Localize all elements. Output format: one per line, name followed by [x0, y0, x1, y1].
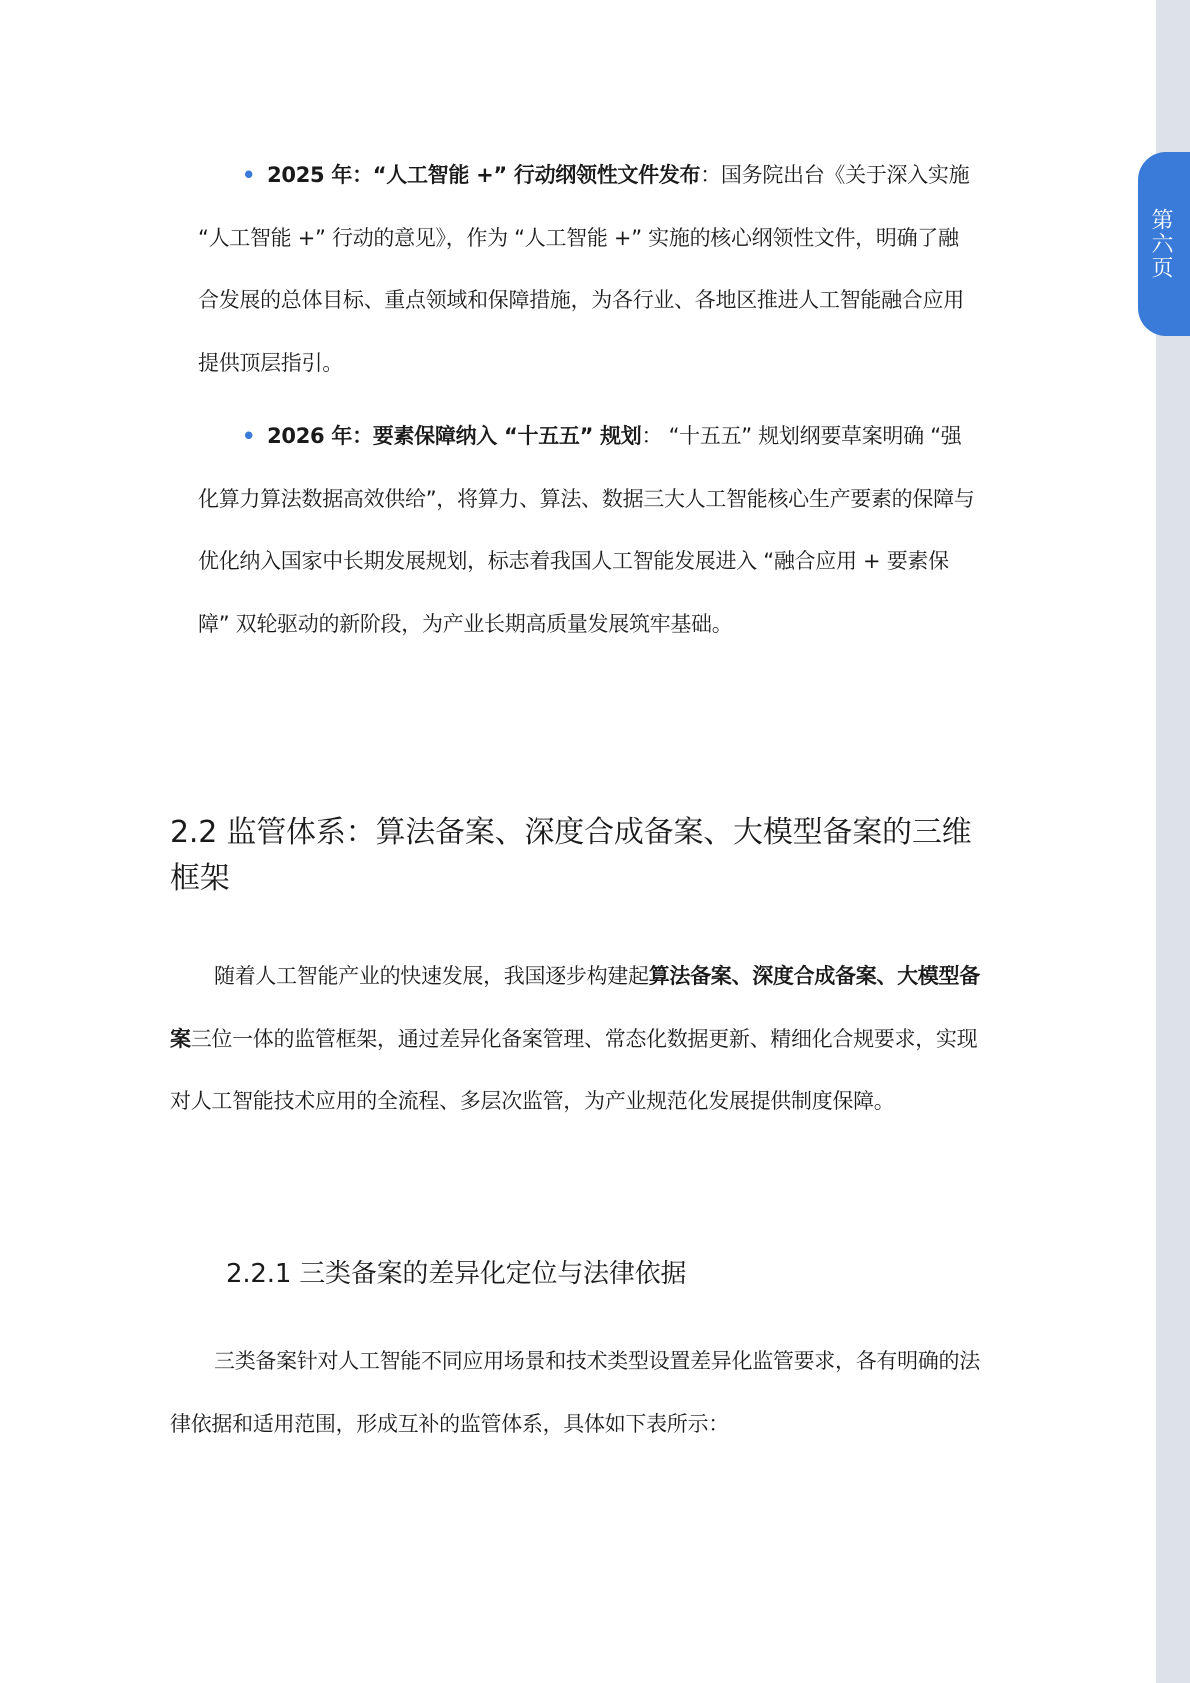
bullet-separator: ： — [641, 424, 663, 448]
page-indicator-tab[interactable] — [1138, 152, 1190, 336]
section-paragraph-post: 三位一体的监管框架，通过差异化备案管理、常态化数据更新、精细化合规要求，实现对人工智能技术应用的全流程、多层次监管，为产业规范化发展提供制度保障。 — [170, 1026, 978, 1113]
section-paragraph — [170, 945, 985, 1133]
bullet-item-2025 — [198, 144, 978, 394]
bullet-title: 2025 年：“人工智能 +” 行动纲领性文件发布 — [267, 163, 701, 187]
bullet-body: “十五五” 规划纲要草案明确 “强化算力算法数据高效供给”，将算力、算法、数据三大人工智能核心生产要素的保障与优化纳入国家中长期发展规划，标志着我国人工智能发展进入 “融合应用 + 要素保障” 双轮驱动的新阶段，为产业长期高质量发展筑牢基础。 — [198, 424, 975, 636]
bullet-item-2026 — [198, 405, 978, 655]
section-heading: 2.2 监管体系：算法备案、深度合成备案、大模型备案的三维框架 — [170, 815, 972, 896]
section-paragraph-bold: 算法备案、深度合成备案、大模型备案 — [170, 964, 980, 1051]
bullet-title: 2026 年：要素保障纳入 “十五五” 规划 — [267, 424, 642, 448]
bullet-separator: ： — [700, 163, 721, 187]
subsection-paragraph: 三类备案针对人工智能不同应用场景和技术类型设置差异化监管要求，各有明确的法律依据和适用范围，形成互补的监管体系，具体如下表所示： — [170, 1349, 980, 1436]
section-paragraph-pre: 随着人工智能产业的快速发展，我国逐步构建起 — [214, 964, 649, 988]
bullet-dot-icon: • — [242, 163, 256, 187]
page-indicator-label: 第六页 — [1148, 208, 1173, 280]
bullet-body: 国务院出台《关于深入实施 “人工智能 +” 行动的意见》，作为 “人工智能 +” 实施的核心纲领性文件，明确了融合发展的总体目标、重点领域和保障措施，为各行业、各地区推进人工智能融合应用提供顶层指引。 — [198, 163, 970, 375]
subsection-heading: 2.2.1 三类备案的差异化定位与法律依据 — [226, 1259, 687, 1289]
bullet-dot-icon: • — [242, 424, 256, 448]
